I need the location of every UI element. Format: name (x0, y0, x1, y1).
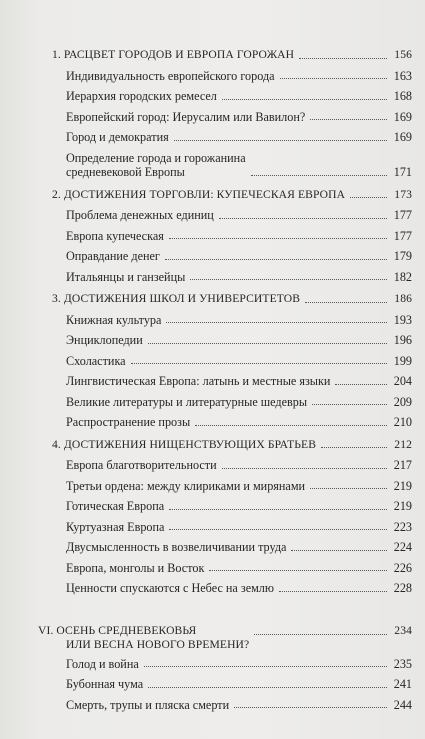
toc-entry-title: Распространение прозы (66, 415, 191, 429)
toc-entry[interactable] (52, 458, 412, 473)
dot-leader (219, 218, 387, 219)
toc-chapter-title-line1: VI. ОСЕНЬ СРЕДНЕВЕКОВЬЯ (38, 623, 197, 637)
toc-page-number: 177 (393, 228, 412, 243)
toc-entry-title: Третьи ордена: между клириками и мирянами (66, 478, 306, 493)
toc-entry[interactable] (52, 479, 412, 494)
dot-leader (195, 425, 387, 426)
toc-section-title: 2. ДОСТИЖЕНИЯ ТОРГОВЛИ: КУПЕЧЕСКАЯ ЕВРОПА (52, 187, 346, 201)
table-of-contents (38, 48, 412, 712)
toc-entry-title: Голод и война (66, 656, 139, 671)
toc-entry-title: Энциклопедии (66, 333, 143, 347)
toc-page-number: 163 (393, 68, 412, 83)
toc-page-number: 193 (393, 312, 412, 327)
toc-entry-title: Ценности спускаются с Небес на землю (66, 581, 274, 595)
toc-page-number: 169 (393, 130, 412, 144)
toc-page-number: 173 (394, 187, 412, 201)
dot-leader (350, 197, 387, 198)
toc-page-number: 219 (393, 499, 412, 513)
dot-leader (305, 302, 387, 303)
toc-entry-title: Индивидуальность европейского города (66, 68, 275, 83)
toc-page-number: 223 (393, 519, 412, 534)
dot-leader (169, 238, 387, 239)
toc-entry-title-line2: средневековой Европы (66, 165, 185, 179)
toc-section-title: 1. РАСЦВЕТ ГОРОДОВ И ЕВРОПА ГОРОЖАН (52, 48, 295, 61)
toc-section-title: 4. ДОСТИЖЕНИЯ НИЩЕНСТВУЮЩИХ БРАТЬЕВ (52, 437, 317, 451)
toc-page-number: 179 (393, 249, 412, 263)
toc-page-number: 196 (393, 333, 412, 347)
toc-entry[interactable] (52, 354, 412, 369)
dot-leader (222, 468, 387, 469)
toc-section-1[interactable] (52, 48, 412, 63)
toc-page-number: 235 (393, 656, 412, 671)
toc-entry[interactable] (52, 581, 412, 596)
toc-page-number: 199 (393, 353, 412, 368)
dot-leader (166, 322, 387, 323)
dot-leader (234, 707, 387, 708)
toc-page-number: 182 (393, 269, 412, 284)
toc-entry[interactable] (52, 313, 412, 328)
toc-page-number: 241 (393, 677, 412, 691)
toc-entry-title: Европа, монголы и Восток (66, 560, 205, 575)
toc-page-number: 219 (393, 478, 412, 493)
toc-entry-title: Готическая Европа (66, 499, 165, 513)
toc-entry-title: Итальянцы и ганзейцы (66, 269, 186, 284)
toc-entry-title (66, 151, 248, 180)
dot-leader (169, 529, 387, 530)
toc-entry[interactable] (52, 249, 412, 264)
toc-entry-title: Европейский город: Иерусалим или Вавилон? (66, 109, 306, 124)
toc-entry-title: Схоластика (66, 353, 126, 368)
toc-page-number: 169 (393, 109, 412, 124)
toc-entry[interactable] (52, 69, 412, 84)
toc-section-2[interactable] (52, 188, 412, 203)
dot-leader (321, 447, 387, 448)
toc-page-number: 186 (394, 292, 412, 305)
dot-leader (144, 666, 387, 667)
toc-page-number: 171 (393, 165, 412, 179)
toc-entry-title-line1: Определение города и горожанина (66, 150, 246, 165)
toc-entry[interactable] (52, 374, 412, 389)
dot-leader (169, 509, 387, 510)
toc-chapter-title (38, 624, 251, 653)
dot-leader (280, 78, 387, 79)
toc-entry[interactable] (52, 698, 412, 713)
toc-entry-title: Проблема денежных единиц (66, 208, 214, 222)
toc-page-number: 168 (393, 89, 412, 103)
toc-page-number: 234 (394, 623, 412, 637)
dot-leader (310, 488, 387, 489)
toc-section-title: 3. ДОСТИЖЕНИЯ ШКОЛ И УНИВЕРСИТЕТОВ (52, 292, 301, 305)
dot-leader (312, 404, 387, 405)
toc-entry-title: Книжная культура (66, 312, 162, 327)
dot-leader (165, 259, 387, 260)
dot-leader (254, 634, 387, 635)
toc-page-number: 228 (393, 581, 412, 595)
toc-entry[interactable] (52, 499, 412, 514)
dot-leader (251, 175, 387, 176)
toc-entry[interactable] (52, 395, 412, 410)
toc-entry-title: Европа благотворительности (66, 458, 217, 472)
toc-page-number: 209 (393, 394, 412, 409)
toc-section-4[interactable] (52, 438, 412, 453)
toc-entry-title: Европа купеческая (66, 228, 164, 243)
toc-entry[interactable] (52, 520, 412, 535)
dot-leader (190, 279, 387, 280)
toc-entry-title: Смерть, трупы и пляска смерти (66, 697, 230, 712)
toc-entry-title: Великие литературы и литературные шедевры (66, 394, 308, 409)
toc-entry[interactable] (52, 677, 412, 692)
toc-entry-title: Лингвистическая Европа: латынь и местные языки (66, 374, 331, 388)
toc-section-3[interactable] (52, 292, 412, 307)
dot-leader (335, 384, 387, 385)
dot-leader (148, 687, 387, 688)
toc-entry-title: Двусмысленность в возвеличивании труда (66, 540, 287, 554)
toc-entry[interactable] (52, 110, 412, 125)
dot-leader (310, 119, 387, 120)
toc-entry[interactable] (52, 270, 412, 285)
toc-entry-title: Оправдание денег (66, 249, 160, 263)
toc-entry[interactable] (52, 561, 412, 576)
toc-chapter-6[interactable] (38, 624, 412, 653)
toc-page-number: 204 (393, 374, 412, 388)
toc-entry-title: Куртуазная Европа (66, 519, 165, 534)
toc-entry[interactable] (52, 151, 412, 180)
toc-page-number: 224 (393, 540, 412, 554)
dot-leader (174, 140, 387, 141)
toc-entry-title: Бубонная чума (66, 677, 144, 691)
toc-page-number: 210 (393, 415, 412, 429)
dot-leader (131, 363, 387, 364)
toc-entry[interactable] (52, 657, 412, 672)
toc-page-number: 244 (393, 697, 412, 712)
dot-leader (148, 343, 387, 344)
toc-entry[interactable] (52, 130, 412, 145)
toc-page-number: 177 (393, 208, 412, 222)
toc-entry[interactable] (52, 333, 412, 348)
toc-page-number: 212 (394, 437, 412, 451)
toc-entry-title: Город и демократия (66, 130, 169, 144)
dot-leader (279, 591, 387, 592)
dot-leader (291, 550, 387, 551)
toc-chapter-title-line2: ИЛИ ВЕСНА НОВОГО ВРЕМЕНИ? (66, 638, 250, 651)
dot-leader (299, 58, 387, 59)
toc-page-number: 226 (393, 560, 412, 575)
toc-entry-title: Иерархия городских ремесел (66, 89, 217, 103)
toc-page-number: 217 (393, 458, 412, 472)
dot-leader (209, 570, 387, 571)
toc-entry[interactable] (52, 415, 412, 430)
toc-page-number: 156 (394, 48, 412, 61)
dot-leader (222, 99, 387, 100)
toc-entry[interactable] (52, 540, 412, 555)
toc-entry[interactable] (52, 89, 412, 104)
toc-entry[interactable] (52, 229, 412, 244)
toc-entry[interactable] (52, 208, 412, 223)
